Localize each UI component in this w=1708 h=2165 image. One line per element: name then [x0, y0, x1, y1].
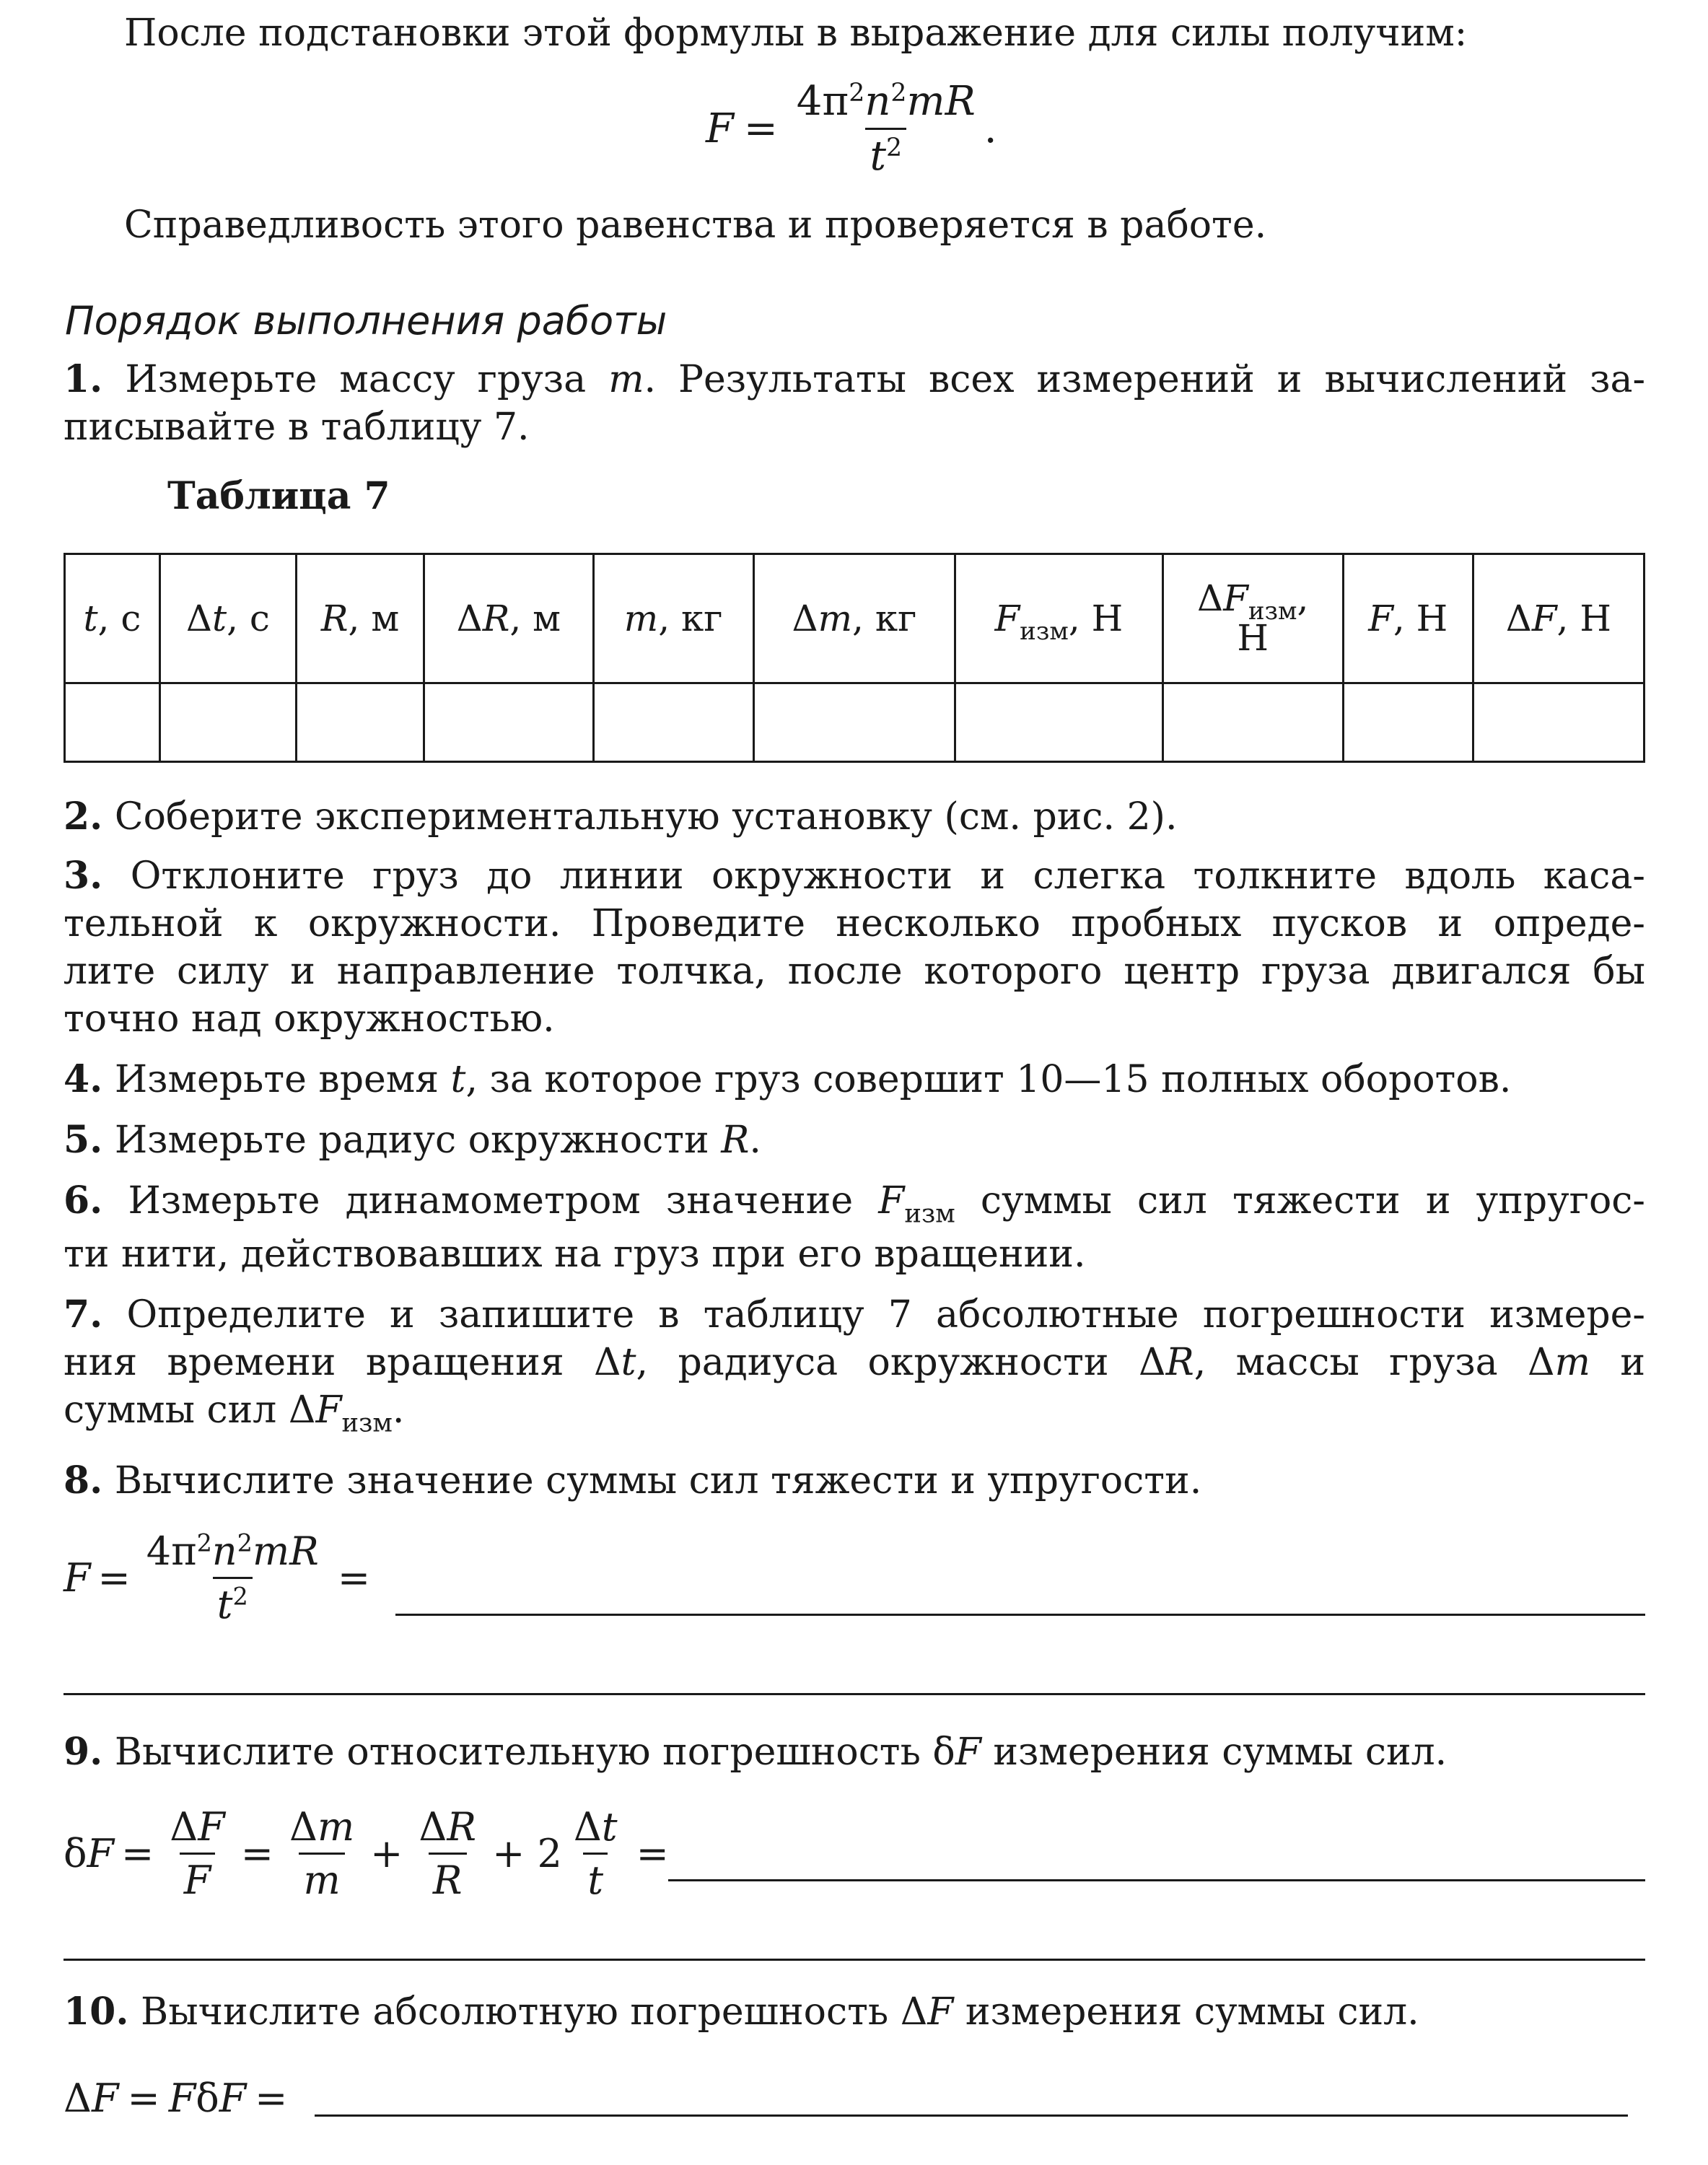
step-8	[63, 1458, 1202, 1503]
formula-num-rest: mR	[906, 78, 976, 125]
force-formula	[706, 78, 997, 180]
step-4-text-b: , за которое груз совершит 10—15 полных оборотов.	[465, 1058, 1512, 1101]
answer-line-9a[interactable]	[668, 1879, 1645, 1881]
step-3-line4: точно над окружностью.	[63, 997, 555, 1041]
formula-den-pow: 2	[885, 133, 903, 162]
step-9	[63, 1730, 1448, 1774]
table-cell[interactable]	[753, 683, 955, 762]
step-1-var: m	[608, 358, 644, 401]
step-1-number: 1.	[63, 357, 103, 401]
formula-den-var: t	[870, 133, 886, 180]
step-1-line2: писывайте в таблицу 7.	[63, 406, 530, 449]
step-6-number: 6.	[63, 1178, 103, 1223]
formula-eq: =	[743, 105, 778, 152]
step-9-text-b: измерения суммы сил.	[981, 1731, 1448, 1774]
table-header-cell: $\Delta F_{изм}$, Н	[1162, 554, 1343, 683]
table-7	[63, 553, 1645, 763]
answer-line-10[interactable]	[315, 2114, 1628, 2117]
step-3-line1: Отклоните груз до линии окружности и слегка толкните вдоль каса-	[130, 854, 1645, 898]
step-2	[63, 795, 1178, 839]
step-3-line3: лите силу и направление толчка, после которого центр груза двигался бы	[63, 950, 1645, 993]
answer-line-8b[interactable]	[63, 1693, 1645, 1695]
step-6-text-a: Измерьте динамометром значение	[128, 1179, 879, 1223]
step-6-text-b: суммы сил тяжести и упругос-	[955, 1179, 1646, 1223]
check-text: Справедливость этого равенства и проверяется в работе.	[124, 204, 1267, 247]
table-cell[interactable]	[1343, 683, 1473, 762]
formula-num-pow: 2	[849, 78, 865, 108]
formula-fraction	[792, 78, 980, 180]
intro-text: После подстановки этой формулы в выражение для силы получим:	[124, 12, 1468, 55]
answer-line-8a[interactable]	[395, 1614, 1645, 1616]
step-4-number: 4.	[63, 1057, 103, 1101]
step-6-sub: изм	[904, 1199, 955, 1229]
step-7-number: 7.	[63, 1293, 103, 1337]
step-2-number: 2.	[63, 795, 103, 839]
table-cell[interactable]	[593, 683, 753, 762]
step-8-text: Вычислите значение суммы сил тяжести и упругости.	[114, 1459, 1202, 1503]
formula-10: Δ F = F δ F =	[63, 2076, 288, 2121]
step-3	[63, 854, 1645, 898]
formula-num-var: n	[864, 78, 891, 125]
answer-line-9b[interactable]	[63, 1959, 1645, 1961]
step-1-text-b: . Результаты всех измерений и вычислений за-	[644, 358, 1646, 401]
formula-9: δ F = $\frac{\Delta F}{F}$ = $\frac{\Delta m}{m}$ + $\frac{\Delta R}{R}$ + 2 $\frac{\Delta t}{t}$ =	[63, 1804, 669, 1903]
step-10-number: 10.	[63, 1990, 129, 2034]
section-heading: Порядок выполнения работы	[65, 298, 667, 344]
step-9-text-a: Вычислите относительную погрешность δ	[114, 1731, 955, 1774]
formula-end: .	[984, 105, 997, 152]
step-7-line3: суммы сил $\Delta F_{изм}$.	[63, 1388, 405, 1438]
step-4	[63, 1057, 1512, 1101]
step-7-line2: ния времени вращения Δt, радиуса окружности ΔR, массы груза Δm и	[63, 1341, 1646, 1384]
step-6-line2: ти нити, действовавших на груз при его вращении.	[63, 1233, 1086, 1276]
table-cell[interactable]	[65, 683, 160, 762]
step-4-var: t	[450, 1058, 466, 1101]
formula-num-coef: 4π	[796, 78, 849, 125]
table-header-cell: m, кг	[593, 554, 753, 683]
table-row	[65, 683, 1645, 762]
step-4-text-a: Измерьте время	[114, 1058, 451, 1101]
step-5-text-b: .	[749, 1119, 761, 1162]
step-1	[63, 357, 1646, 401]
step-1-text-a: Измерьте массу груза	[125, 358, 609, 401]
step-5-var: R	[721, 1119, 750, 1162]
table-cell[interactable]	[424, 683, 593, 762]
table-header-cell: F, Н	[1343, 554, 1473, 683]
table-cell[interactable]	[955, 683, 1162, 762]
table-header-cell: ΔF, Н	[1473, 554, 1644, 683]
step-9-var: F	[955, 1731, 981, 1774]
table-header-cell: ΔR, м	[424, 554, 593, 683]
table-cell[interactable]	[297, 683, 424, 762]
step-7-line1: Определите и запишите в таблицу 7 абсолютные погрешности измере-	[126, 1293, 1645, 1337]
step-3-line2: тельной к окружности. Проведите несколько пробных пусков и опреде-	[63, 902, 1645, 945]
step-10-var: F	[927, 1990, 954, 2034]
step-5-number: 5.	[63, 1118, 103, 1162]
table-cell[interactable]	[159, 683, 296, 762]
step-10	[63, 1990, 1419, 2034]
table-header-cell: t, с	[65, 554, 160, 683]
table-header-cell: R, м	[297, 554, 424, 683]
formula-8: F = $\frac{4\pi^2n^2mR}{t^2}$ =	[63, 1528, 371, 1627]
table-header-row	[65, 554, 1645, 683]
table-cell[interactable]	[1473, 683, 1644, 762]
table-caption: Таблица 7	[167, 474, 390, 518]
step-5	[63, 1118, 761, 1162]
formula-lhs: F	[706, 105, 734, 152]
step-3-number: 3.	[63, 854, 103, 898]
step-5-text-a: Измерьте радиус окружности	[114, 1119, 722, 1162]
table-header-cell: Δm, кг	[753, 554, 955, 683]
step-10-text-b: измерения суммы сил.	[953, 1990, 1419, 2034]
table-header-cell: $F_{изм}$, Н	[955, 554, 1162, 683]
formula-num-pow2: 2	[890, 78, 907, 108]
step-2-text: Соберите экспериментальную установку (см. рис. 2).	[114, 795, 1178, 839]
table-cell[interactable]	[1162, 683, 1343, 762]
step-6-var: F	[878, 1179, 905, 1223]
step-8-number: 8.	[63, 1458, 103, 1503]
step-6	[63, 1178, 1646, 1229]
step-10-text-a: Вычислите абсолютную погрешность Δ	[141, 1990, 928, 2034]
step-7	[63, 1293, 1645, 1337]
table-header-cell: Δt, с	[159, 554, 296, 683]
step-9-number: 9.	[63, 1730, 103, 1774]
